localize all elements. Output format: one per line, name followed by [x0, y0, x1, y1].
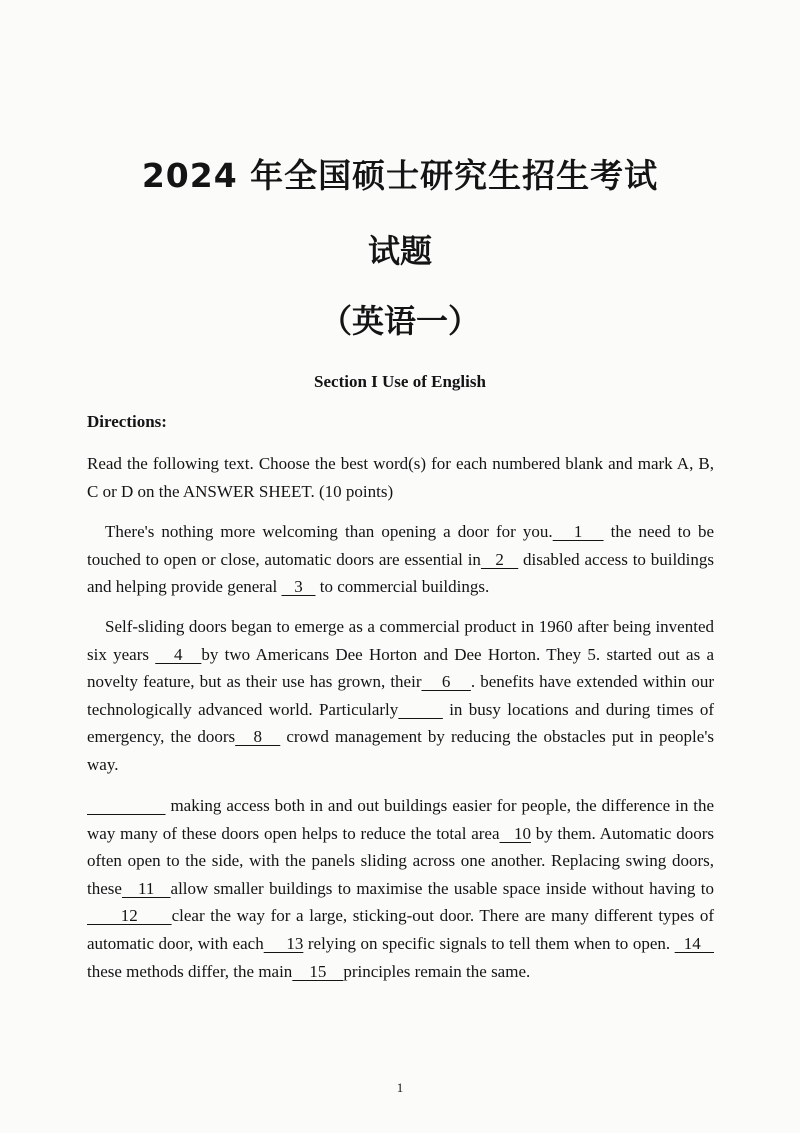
blank-4: 4 [155, 644, 202, 664]
passage-paragraph-2 [87, 613, 714, 779]
passage-text: principles remain the same. [343, 961, 531, 981]
passage-text: the need to be touched to open or close, automatic doors are essential in [87, 522, 714, 569]
passage-text: in busy locations and during times of emergency, the doors [87, 699, 715, 747]
passage-text: crowd management by reducing the obstacles put in people's way. [87, 727, 714, 774]
blank-6: 6 [421, 672, 471, 692]
blank-8: 8 [235, 727, 281, 747]
section-heading: Section I Use of English [314, 372, 486, 391]
passage-text: Self-sliding doors began to emerge as a commercial product in 1960 after being invented six years [87, 617, 714, 664]
passage-text: making access both in and out buildings easier for people, the difference in the way many of these doors open helps to reduce the total area [87, 796, 715, 843]
directions-label: Directions: [87, 412, 167, 431]
exam-title: 2024 年全国硕士研究生招生考试 [141, 156, 659, 195]
blank-10: 10 [499, 823, 531, 843]
page-number: 1 [396, 1080, 404, 1095]
blank-2: 2 [480, 549, 519, 569]
passage-text: clear the way for a large, sticking-out door. There are many different types of automatic door, with each [87, 906, 715, 953]
blank-15: 15 [292, 961, 344, 981]
passage-paragraph-3 [87, 792, 714, 985]
exam-subject: （英语一） [319, 302, 480, 340]
passage-text: these methods differ, the main [87, 961, 293, 981]
passage-text: There's nothing more welcoming than opening a door for you. [105, 522, 553, 541]
blank-1: 1 [552, 522, 604, 541]
blank-7 [398, 700, 443, 719]
blank-14: 14 [674, 933, 715, 953]
passage-text: relying on specific signals to tell them when to open. [303, 933, 675, 953]
directions-text: Read the following text. Choose the best word(s) for each numbered blank and mark A, B, C or D on the ANSWER SHEET. (10 points) [87, 454, 714, 501]
blank-3: 3 [281, 577, 316, 597]
passage-text: allow smaller buildings to maximise the usable space inside without having to [170, 878, 714, 898]
blank-11: 11 [121, 878, 171, 898]
passage-text: by them. Automatic doors often open to the side, with the panels sliding across one another. Replacing swing doors, these [87, 823, 715, 898]
exam-subtitle: 试题 [367, 232, 432, 270]
blank-12: 12 [87, 906, 172, 926]
passage-text: by two Americans Dee Horton and Dee Horton. They 5. started out as a novelty feature, but as their use has grown, their [87, 644, 714, 692]
passage-text: to commercial buildings. [315, 577, 490, 597]
passage-text: . benefits have extended within our technologically advanced world. Particularly [87, 672, 715, 719]
blank-9 [87, 796, 166, 815]
passage-paragraph-1 [87, 518, 714, 601]
blank-13: 13 [263, 933, 304, 953]
passage-text: disabled access to buildings and helping provide general [87, 549, 715, 597]
